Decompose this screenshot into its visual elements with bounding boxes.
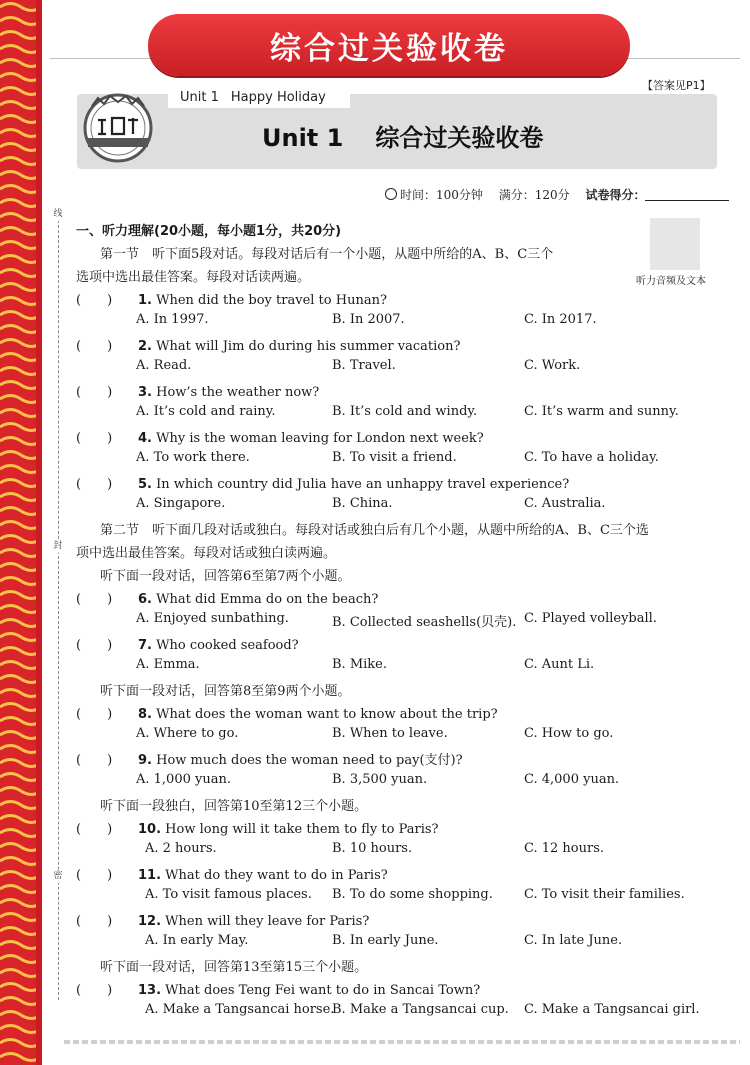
question-number: 6. — [138, 592, 152, 607]
question-text: What will Jim do during his summer vacation? — [156, 339, 461, 354]
time-limit: 时间：100分钟 — [400, 188, 483, 202]
option-c: C. Work. — [524, 358, 581, 373]
answer-blank[interactable]: ( ) — [76, 914, 113, 929]
option-a: A. Read. — [136, 358, 192, 373]
option-c: C. In 2017. — [524, 312, 597, 327]
question-number: 7. — [138, 638, 152, 653]
title-banner — [148, 14, 630, 76]
option-a: A. In 1997. — [136, 312, 209, 327]
option-a: A. Singapore. — [136, 496, 226, 511]
score-label: 试卷得分： — [585, 188, 646, 202]
question-number: 11. — [138, 868, 162, 883]
clock-icon — [385, 188, 397, 200]
option-c: C. How to go. — [524, 726, 614, 741]
banner-title: 综合过关验收卷 — [270, 30, 508, 67]
question-text: How much does the woman need to pay(支付)? — [156, 753, 463, 768]
option-c: C. 12 hours. — [524, 841, 605, 856]
option-b: B. To do some shopping. — [332, 887, 493, 902]
question-number: 12. — [138, 914, 162, 929]
option-a: A. To work there. — [136, 450, 250, 465]
part2-instruction: 第二节 听下面几段对话或独白。每段对话或独白后有几个小题，从题中所给的A、B、C三个选 — [100, 523, 649, 538]
answer-reference: 【答案见P1】 — [642, 79, 711, 92]
question-13 — [76, 979, 480, 998]
margin-mark-secret: 密 — [53, 871, 63, 881]
full-score: 满分：120分 — [498, 188, 570, 202]
question-text: What do they want to do in Paris? — [165, 868, 388, 883]
question-text: How’s the weather now? — [156, 385, 320, 400]
unit-title-name: 综合过关验收卷 — [375, 124, 544, 152]
option-a: A. 2 hours. — [145, 841, 217, 856]
answer-blank[interactable]: ( ) — [76, 638, 113, 653]
option-b: B. In early June. — [332, 933, 439, 948]
question-text: What does Teng Fei want to do in Sancai Town? — [165, 983, 481, 998]
option-b: B. Collected seashells(贝壳). — [332, 615, 517, 630]
question-10 — [76, 818, 439, 837]
question-text: In which country did Julia have an unhappy travel experience? — [156, 477, 570, 492]
instruction-q10-12: 听下面一段独白，回答第10至第12三个小题。 — [100, 799, 368, 814]
part1-instruction-cont: 选项中选出最佳答案。每段对话读两遍。 — [76, 270, 311, 285]
question-7 — [76, 634, 299, 653]
answer-blank[interactable]: ( ) — [76, 385, 113, 400]
option-c: C. Played volleyball. — [524, 611, 657, 626]
answer-blank[interactable]: ( ) — [76, 868, 113, 883]
question-3 — [76, 381, 319, 400]
question-9 — [76, 749, 463, 768]
option-a: A. Emma. — [136, 657, 200, 672]
option-a: A. Enjoyed sunbathing. — [136, 611, 289, 626]
question-12 — [76, 910, 369, 929]
question-8 — [76, 703, 498, 722]
instruction-q8-9: 听下面一段对话，回答第8至第9两个小题。 — [100, 684, 351, 699]
option-c: C. It’s warm and sunny. — [524, 404, 679, 419]
option-a: A. To visit famous places. — [145, 887, 312, 902]
answer-blank[interactable]: ( ) — [76, 592, 113, 607]
question-number: 9. — [138, 753, 152, 768]
option-a: A. In early May. — [145, 933, 249, 948]
option-b: B. 10 hours. — [332, 841, 413, 856]
question-number: 3. — [138, 385, 152, 400]
question-text: Who cooked seafood? — [156, 638, 299, 653]
question-number: 2. — [138, 339, 152, 354]
instruction-q6-7: 听下面一段对话，回答第6至第7两个小题。 — [100, 569, 351, 584]
decorative-side-band — [0, 0, 42, 1065]
option-b: B. Make a Tangsancai cup. — [332, 1002, 509, 1017]
answer-blank[interactable]: ( ) — [76, 822, 113, 837]
answer-blank[interactable]: ( ) — [76, 753, 113, 768]
option-c: C. In late June. — [524, 933, 623, 948]
unit-tab-name: Happy Holiday — [230, 90, 326, 105]
option-b: B. When to leave. — [332, 726, 448, 741]
answer-blank[interactable]: ( ) — [76, 707, 113, 722]
option-a: A. 1,000 yuan. — [136, 772, 231, 787]
option-c: C. 4,000 yuan. — [524, 772, 620, 787]
question-1 — [76, 289, 387, 308]
part1-instruction: 第一节 听下面5段对话。每段对话后有一个小题，从题中所给的A、B、C三个 — [100, 247, 554, 262]
question-number: 8. — [138, 707, 152, 722]
unit-title-number: Unit 1 — [262, 124, 344, 152]
option-b: B. China. — [332, 496, 393, 511]
question-11 — [76, 864, 388, 883]
question-number: 13. — [138, 983, 162, 998]
question-text: Why is the woman leaving for London next week? — [156, 431, 484, 446]
option-b: B. To visit a friend. — [332, 450, 457, 465]
question-5 — [76, 473, 569, 492]
question-number: 4. — [138, 431, 152, 446]
score-field[interactable] — [645, 200, 729, 201]
answer-blank[interactable]: ( ) — [76, 983, 113, 998]
option-a: A. It’s cold and rainy. — [136, 404, 276, 419]
question-text: What did Emma do on the beach? — [156, 592, 379, 607]
question-number: 5. — [138, 477, 152, 492]
option-c: C. Aunt Li. — [524, 657, 595, 672]
unit-tab — [168, 88, 350, 108]
answer-blank[interactable]: ( ) — [76, 431, 113, 446]
question-6 — [76, 588, 378, 607]
option-a: A. Make a Tangsancai horse. — [145, 1002, 335, 1017]
question-number: 10. — [138, 822, 162, 837]
margin-mark-seal: 封 — [53, 541, 63, 551]
margin-mark-line: 线 — [53, 209, 63, 219]
question-4 — [76, 427, 484, 446]
option-c: C. To visit their families. — [524, 887, 685, 902]
option-b: B. It’s cold and windy. — [332, 404, 478, 419]
question-text: When did the boy travel to Hunan? — [156, 293, 387, 308]
part2-instruction-cont: 项中选出最佳答案。每段对话或独白读两遍。 — [76, 546, 337, 561]
instruction-q13-15: 听下面一段对话，回答第13至第15三个小题。 — [100, 960, 368, 975]
option-c: C. To have a holiday. — [524, 450, 659, 465]
option-b: B. Travel. — [332, 358, 396, 373]
answer-blank[interactable]: ( ) — [76, 339, 113, 354]
qr-code-placeholder[interactable] — [650, 218, 700, 270]
publisher-logo-icon — [80, 90, 156, 166]
option-b: B. Mike. — [332, 657, 387, 672]
unit-tab-number: Unit 1 — [180, 90, 219, 105]
exam-meta — [385, 186, 729, 203]
question-text: How long will it take them to fly to Paris? — [165, 822, 439, 837]
question-text: What does the woman want to know about the trip? — [156, 707, 498, 722]
section-heading: 一、听力理解(20小题，每小题1分，共20分) — [76, 224, 342, 239]
answer-blank[interactable]: ( ) — [76, 293, 113, 308]
bottom-border — [64, 1040, 740, 1044]
option-c: C. Make a Tangsancai girl. — [524, 1002, 700, 1017]
question-number: 1. — [138, 293, 152, 308]
option-a: A. Where to go. — [136, 726, 239, 741]
option-b: B. In 2007. — [332, 312, 405, 327]
question-2 — [76, 335, 460, 354]
question-text: When will they leave for Paris? — [165, 914, 370, 929]
answer-blank[interactable]: ( ) — [76, 477, 113, 492]
option-b: B. 3,500 yuan. — [332, 772, 428, 787]
unit-title — [262, 118, 543, 153]
qr-caption: 听力音频及文本 — [636, 276, 706, 287]
option-c: C. Australia. — [524, 496, 606, 511]
